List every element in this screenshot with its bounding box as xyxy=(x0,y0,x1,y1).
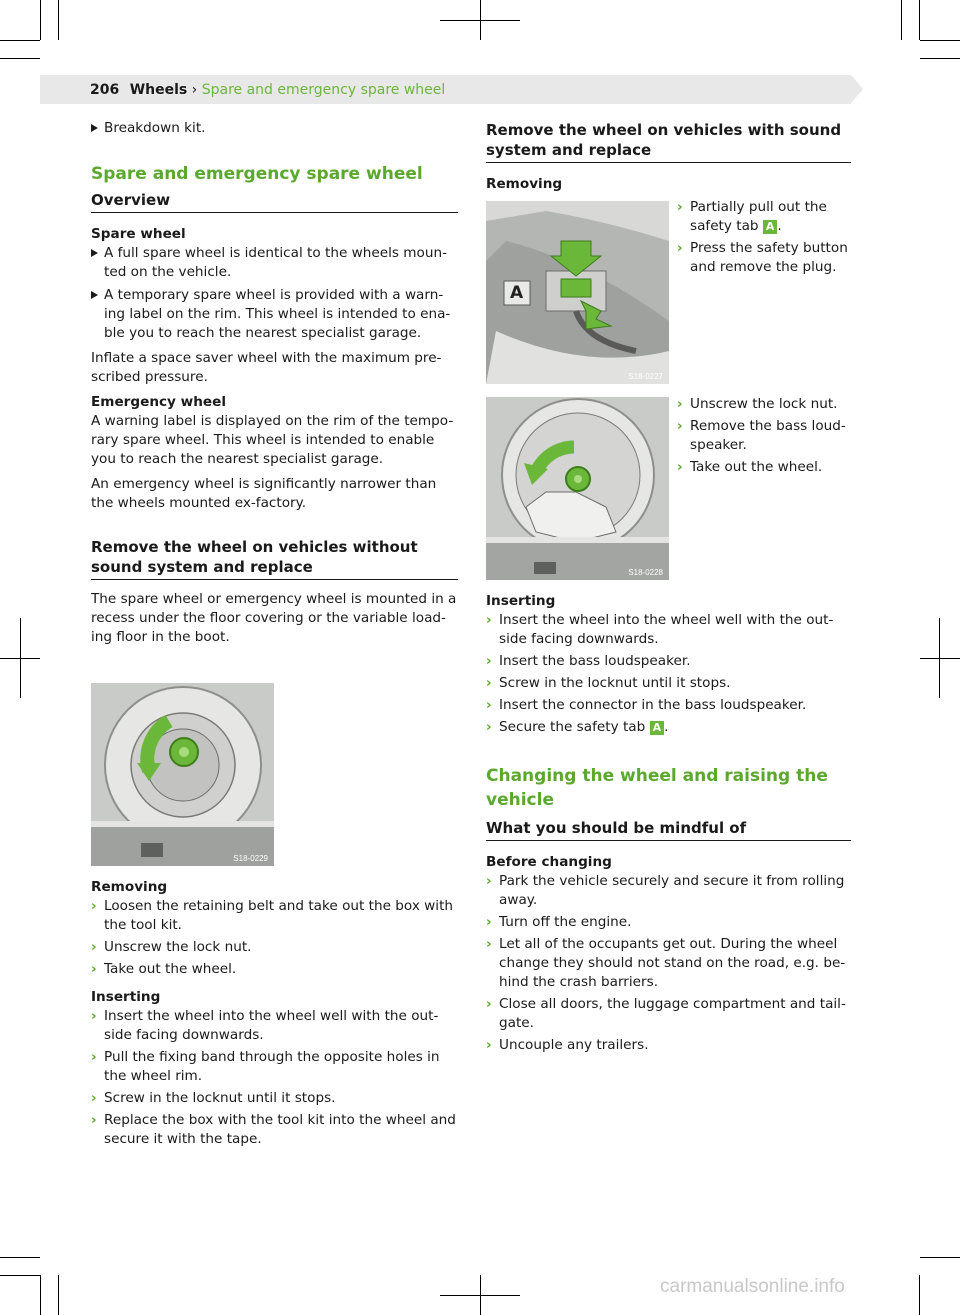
figure-label: S18-0227 xyxy=(628,372,663,381)
crop-mark xyxy=(0,1257,40,1258)
crop-mark xyxy=(40,1275,41,1315)
section-title: Spare and emergency spare wheel xyxy=(91,164,423,184)
chevron-right-icon: › xyxy=(486,697,492,713)
chevron-right-icon: › xyxy=(486,873,492,889)
speaker-illustration xyxy=(486,397,669,580)
crop-mark xyxy=(58,1275,59,1315)
removing-heading: Removing xyxy=(486,176,563,192)
chevron-right-icon: › xyxy=(486,719,492,735)
list-item: › Secure the safety tab A . xyxy=(486,719,669,735)
inserting-heading: Inserting xyxy=(486,593,556,609)
breadcrumb xyxy=(90,81,445,99)
chevron-right-icon: › xyxy=(677,459,683,475)
list-item: › Unscrew the lock nut. xyxy=(677,396,838,412)
emergency-wheel-heading: Emergency wheel xyxy=(91,394,226,410)
chevron-right-icon: › xyxy=(486,996,492,1012)
tab-marker: A xyxy=(763,220,778,234)
list-item: › Take out the wheel. xyxy=(677,459,823,475)
mindful-heading: What you should be mindful of xyxy=(486,818,851,841)
list-item: › Screw in the locknut until it stops. xyxy=(91,1090,336,1106)
figure-bass-speaker xyxy=(486,397,669,580)
chevron-right-icon: › xyxy=(486,612,492,628)
list-item: › Park the vehicle securely and secure it from rolling away. xyxy=(486,873,845,908)
list-item: › Loosen the retaining belt and take out the box with the tool kit. xyxy=(91,898,454,933)
crop-mark xyxy=(920,40,960,41)
page-number: 206 xyxy=(90,82,120,98)
chevron-right-icon: › xyxy=(486,653,492,669)
narrower-text: An emergency wheel is significantly narrower than the wheels mounted ex-factory. xyxy=(91,476,437,511)
spare-wheel-heading: Spare wheel xyxy=(91,226,186,242)
with-sound-heading: Remove the wheel on vehicles with sound system and replace xyxy=(486,120,851,163)
crop-mark xyxy=(0,40,40,41)
chevron-right-icon: › xyxy=(91,898,97,914)
list-item: › Partially pull out the safety tab A . xyxy=(677,199,827,234)
list-item: › Let all of the occupants get out. During the wheel change they should not stand on the road, e.g. be-hind the crash barriers. xyxy=(486,936,846,990)
chevron-right-icon: › xyxy=(486,936,492,952)
chevron-right-icon: › xyxy=(91,939,97,955)
inflate-text: Inflate a space saver wheel with the maximum pre-scribed pressure. xyxy=(91,350,442,385)
breadcrumb-separator: › xyxy=(191,82,198,98)
list-item: › Turn off the engine. xyxy=(486,914,632,930)
list-item: › Insert the wheel into the wheel well with the out-side facing downwards. xyxy=(486,612,834,647)
chevron-right-icon: › xyxy=(677,240,683,256)
chevron-right-icon: › xyxy=(677,396,683,412)
list-item: › Close all doors, the luggage compartment and tail-gate. xyxy=(486,996,846,1031)
figure-callout: A xyxy=(510,283,524,303)
breadcrumb-section[interactable]: Spare and emergency spare wheel xyxy=(201,82,446,98)
crop-mark xyxy=(920,658,960,659)
list-item: A temporary spare wheel is provided with a warn-ing label on the rim. This wheel is intended to ena-ble you to reach the nearest specialist garage. xyxy=(91,286,458,343)
fig1-steps xyxy=(677,198,857,280)
chevron-right-icon: › xyxy=(486,675,492,691)
list-item: › Remove the bass loud-speaker. xyxy=(677,418,846,453)
removing-heading: Removing xyxy=(91,879,168,895)
chevron-right-icon: › xyxy=(677,418,683,434)
changing-title: Changing the wheel and raising the vehicle xyxy=(486,766,828,810)
list-item: › Pull the fixing band through the opposite holes in the wheel rim. xyxy=(91,1049,440,1084)
crop-mark xyxy=(0,1275,40,1276)
list-item: A full spare wheel is identical to the wheels moun-ted on the vehicle. xyxy=(91,244,458,282)
left-column xyxy=(91,119,458,653)
list-item: › Press the safety button and remove the plug. xyxy=(677,240,848,275)
crop-mark xyxy=(920,1257,960,1258)
watermark: carmanualsonline.info xyxy=(660,1276,845,1297)
crop-mark xyxy=(920,58,960,59)
emergency-text: A warning label is displayed on the rim of the tempo-rary spare wheel. This wheel is intended to enable you to reach the nearest specialist garage. xyxy=(91,413,454,467)
without-sound-text: The spare wheel or emergency wheel is mounted in a recess under the floor covering or the variable load-ing floor in the boot. xyxy=(91,591,457,645)
chevron-right-icon: › xyxy=(486,1037,492,1053)
list-item: › Screw in the locknut until it stops. xyxy=(486,675,731,691)
chevron-right-icon: › xyxy=(91,1049,97,1065)
breadcrumb-chapter[interactable]: Wheels xyxy=(129,82,188,98)
chevron-right-icon: › xyxy=(91,1008,97,1024)
list-item: › Insert the wheel into the wheel well with the out-side facing downwards. xyxy=(91,1008,439,1043)
tab-marker: A xyxy=(650,721,665,735)
crop-mark xyxy=(20,618,21,698)
chevron-right-icon: › xyxy=(91,1112,97,1128)
list-item: › Insert the connector in the bass loudspeaker. xyxy=(486,697,807,713)
intro-bullet: Breakdown kit. xyxy=(91,119,458,138)
figure-label: S18-0229 xyxy=(233,854,268,863)
right-lower xyxy=(486,592,851,1058)
fig2-steps xyxy=(677,395,857,480)
crop-mark xyxy=(480,1275,481,1315)
list-item: › Unscrew the lock nut. xyxy=(91,939,252,955)
crop-mark xyxy=(919,0,920,40)
figure-label: S18-0228 xyxy=(628,568,663,577)
chevron-right-icon: › xyxy=(486,914,492,930)
crop-mark xyxy=(58,0,59,40)
wheel-illustration xyxy=(91,683,274,866)
crop-mark xyxy=(40,0,41,40)
crop-mark xyxy=(480,0,481,40)
header-arrow xyxy=(851,75,863,103)
left-steps xyxy=(91,878,458,1152)
list-item: › Replace the box with the tool kit into the wheel and secure it with the tape. xyxy=(91,1112,456,1147)
crop-mark xyxy=(919,1275,920,1315)
crop-mark xyxy=(0,58,40,59)
right-header xyxy=(486,120,851,194)
crop-mark xyxy=(939,618,940,698)
figure-spare-wheel-well xyxy=(91,683,274,866)
chevron-right-icon: › xyxy=(91,1090,97,1106)
crop-mark xyxy=(901,0,902,40)
without-sound-heading: Remove the wheel on vehicles without sound system and replace xyxy=(91,537,458,580)
chevron-right-icon: › xyxy=(677,199,683,215)
overview-heading: Overview xyxy=(91,190,458,213)
list-item: › Take out the wheel. xyxy=(91,961,237,977)
figure-safety-tab xyxy=(486,201,669,384)
chevron-right-icon: › xyxy=(91,961,97,977)
list-item: › Uncouple any trailers. xyxy=(486,1037,649,1053)
before-changing-heading: Before changing xyxy=(486,854,612,870)
list-item: › Insert the bass loudspeaker. xyxy=(486,653,691,669)
inserting-heading: Inserting xyxy=(91,989,161,1005)
